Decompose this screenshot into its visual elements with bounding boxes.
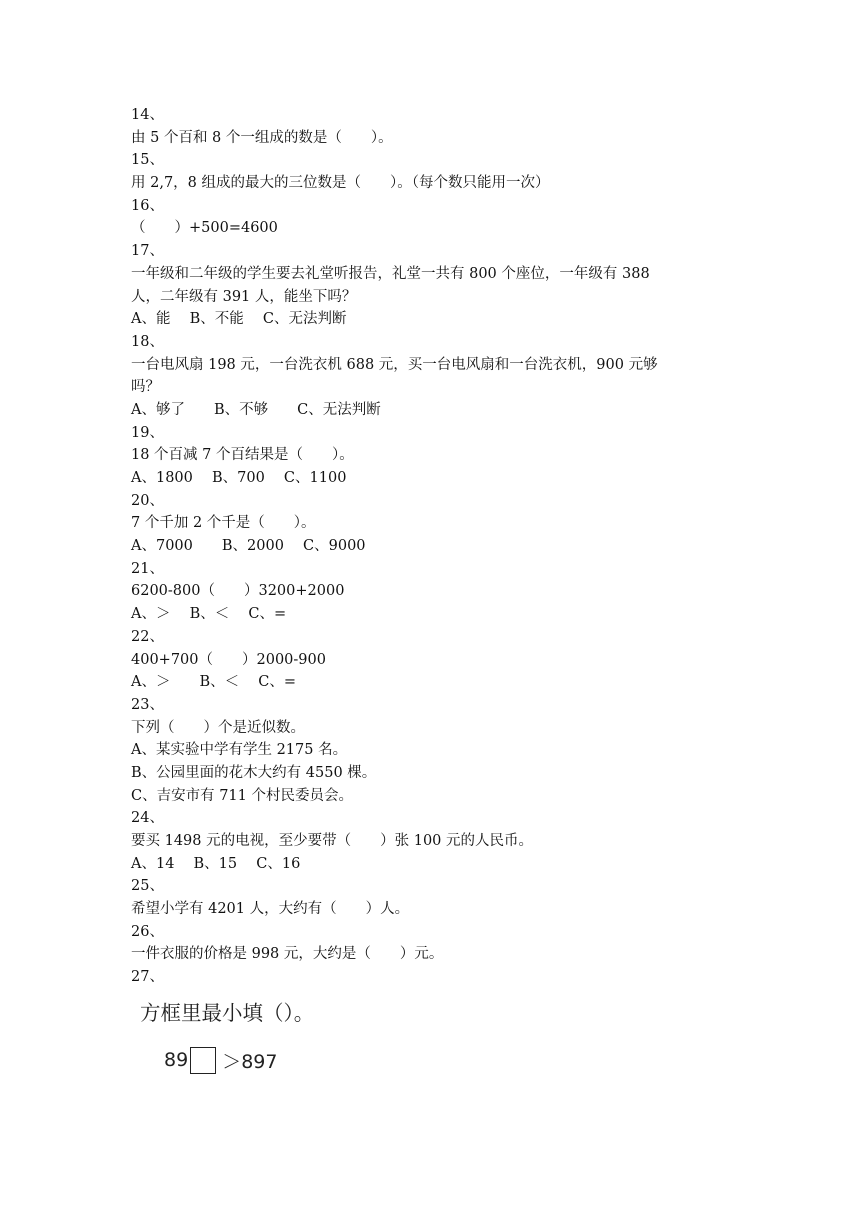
q24-text: 要买 1498 元的电视，至少要带（ ）张 100 元的人民币。 (131, 833, 534, 849)
q27-expression (164, 1045, 277, 1075)
q15-text: 用 2,7，8 组成的最大的三位数是（ ）。（每个数只能用一次） (131, 175, 550, 192)
q27-answer-box[interactable] (190, 1047, 216, 1074)
q22-text: 400+700（ ）2000-900 (131, 651, 326, 668)
q19-options: A、1800 B、700 C、1100 (131, 470, 347, 486)
q23-option-c: C、吉安市有 711 个村民委员会。 (131, 787, 353, 804)
q27-number: 27、 (131, 969, 164, 986)
q15-number: 15、 (131, 152, 164, 169)
q17-options: A、能 B、不能 C、无法判断 (131, 311, 347, 328)
q23-text: 下列（ ）个是近似数。 (131, 719, 305, 736)
q22-options: A、＞ B、＜ C、= (131, 674, 296, 691)
q22-number: 22、 (131, 628, 164, 645)
q18-number: 18、 (131, 333, 164, 350)
q27-right-side: ＞897 (222, 1050, 278, 1073)
q27-image (131, 990, 531, 1090)
q21-number: 21、 (131, 560, 164, 577)
q25-number: 25、 (131, 878, 164, 895)
q19-number: 19、 (131, 424, 164, 441)
q23-number: 23、 (131, 696, 164, 713)
q17-text-line1: 一年级和二年级的学生要去礼堂听报告，礼堂一共有 800 个座位，一年级有 388 (131, 265, 650, 282)
q24-options: A、14 B、15 C、16 (131, 855, 301, 872)
q20-options: A、7000 B、2000 C、9000 (131, 538, 366, 555)
q23-option-b: B、公园里面的花木大约有 4550 棵。 (131, 764, 377, 781)
q16-number: 16、 (131, 197, 164, 214)
q26-text: 一件衣服的价格是 998 元，大约是（ ）元。 (131, 946, 444, 963)
q20-text: 7 个千加 2 个千是（ ）。 (131, 515, 316, 532)
q18-text-line2: 吗？ (131, 379, 160, 396)
q18-text-line1: 一台电风扇 198 元，一台洗衣机 688 元，买一台电风扇和一台洗衣机，900 元够 (131, 356, 658, 373)
q24-number: 24、 (131, 810, 164, 827)
q21-options: A、＞ B、＜ C、= (131, 606, 287, 623)
q14-number: 14、 (131, 107, 164, 123)
q27-title: 方框里最小填（）。 (140, 1001, 315, 1025)
question-text (131, 104, 741, 989)
q19-text: 18 个百减 7 个百结果是（ ）。 (131, 447, 354, 464)
q27-left-operand: 89 (164, 1049, 189, 1071)
q17-number: 17、 (131, 243, 164, 260)
q17-text-line2: 人，二年级有 391 人，能坐下吗？ (131, 288, 357, 305)
q18-options: A、够了 B、不够 C、无法判断 (131, 401, 381, 418)
q26-number: 26、 (131, 923, 164, 940)
q21-text: 6200-800（ ）3200+2000 (131, 583, 345, 600)
q25-text: 希望小学有 4201 人，大约有（ ）人。 (131, 901, 410, 918)
q23-option-a: A、某实验中学有学生 2175 名。 (131, 742, 348, 759)
q14-text: 由 5 个百和 8 个一组成的数是（ ）。 (131, 129, 393, 146)
q20-number: 20、 (131, 492, 164, 509)
q16-text: （ ）+500=4600 (131, 220, 278, 237)
